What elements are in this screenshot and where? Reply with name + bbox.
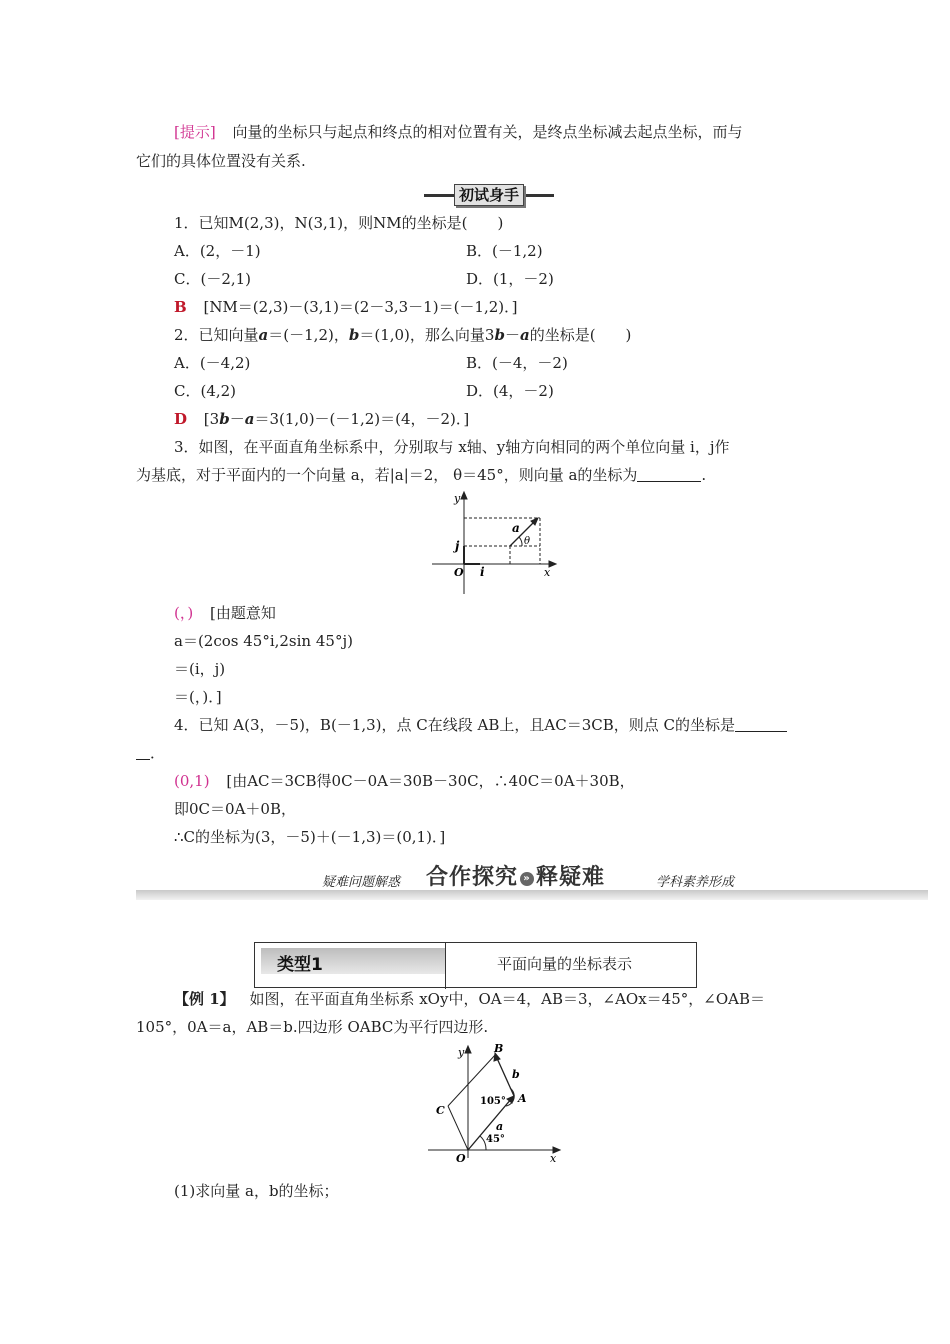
q2-stem-post: 的坐标是( ): [529, 326, 632, 344]
q4-line-2-end: ．: [150, 744, 166, 762]
q2-vec-a: a: [258, 326, 269, 344]
q1-option-d: D．(1，－2): [466, 270, 554, 288]
ex1-label-105: 105°: [480, 1096, 506, 1107]
banner-left-text: 疑难问题解惑: [322, 875, 401, 890]
q2-option-d: D．(4，－2): [466, 382, 554, 400]
example1-text-1: 如图，在平面直角坐标系 xOy中，OA＝4，AB＝3，∠AOx＝45°，∠OAB＝: [249, 990, 765, 1008]
q2-vec-b2: b: [494, 326, 505, 344]
badge-label: 初试身手: [454, 184, 524, 206]
banner-right-text: 学科素养形成: [656, 875, 735, 890]
q1-answer: B: [174, 298, 187, 316]
q3-label-o: O: [454, 566, 464, 579]
example1-figure: [424, 1042, 564, 1166]
q3-label-i: i: [480, 565, 485, 579]
q3-label-a: a: [512, 521, 520, 535]
q2-explain-minus: －: [229, 410, 245, 428]
q4-line-2: [136, 742, 165, 764]
ex1-label-o: O: [456, 1152, 466, 1165]
q2-explain-vec-b: b: [219, 410, 230, 428]
ex1-side-co: [448, 1106, 468, 1150]
q3-label-x: x: [544, 566, 551, 579]
q2-stem: [174, 324, 631, 346]
q3-label-theta: θ: [524, 536, 531, 547]
ex1-label-vec-b: b: [512, 1068, 520, 1081]
type-title: 平面向量的坐标表示: [497, 955, 633, 973]
q3-figure: [428, 490, 558, 594]
ex1-label-A: A: [518, 1092, 527, 1105]
banner-arrow-icon: »: [520, 872, 534, 886]
q4-answer: (0,1): [174, 772, 210, 790]
q4-explain-1: [由AC＝3CB得0C－0A＝30B－30C，∴40C＝0A＋30B，: [226, 772, 635, 790]
q2-option-c: C．(4,2): [174, 382, 237, 400]
ex1-label-vec-a: a: [496, 1120, 504, 1133]
q3-theta-arc: [519, 537, 522, 546]
q2-vec-b: b: [348, 326, 360, 344]
q4-answer-blank: [735, 716, 787, 732]
q1-option-c: C．(－2,1): [174, 270, 252, 288]
q3-answer-note: [由题意知: [210, 604, 276, 622]
banner-title-a: 合作探究: [426, 865, 519, 890]
hint-tag: [提示]: [174, 123, 216, 141]
type-tag: 类型1: [277, 955, 323, 975]
q3-label-y: y: [454, 492, 461, 505]
q1-option-b: B．(－1,2): [466, 242, 543, 260]
q2-stem-pre: 2．已知向量: [174, 326, 259, 344]
ex1-label-x: x: [550, 1152, 557, 1165]
q3-answer: (，): [174, 604, 194, 622]
q3-line-2: 为基底，对于平面内的一个向量 a，若|a|＝2， θ＝45°，则向量 a的坐标为 .: [136, 466, 707, 484]
ex1-label-B: B: [494, 1042, 504, 1055]
example1-line-2: 105°，0A＝a，AB＝b.四边形 OABC为平行四边形.: [136, 1018, 489, 1036]
q3-answer-blank: [637, 466, 701, 482]
hint-line-1: [174, 121, 743, 143]
ex1-label-C: C: [436, 1104, 445, 1117]
q3-answer-line-3: ＝(i，j): [174, 660, 226, 678]
q3-answer-line-1: [174, 602, 276, 624]
ex1-label-y: y: [458, 1046, 465, 1059]
type-divider: [445, 943, 446, 989]
q2-answer: D: [174, 410, 188, 428]
q1-answer-line: [174, 296, 517, 318]
q3-answer-line-4: ＝(，)．]: [174, 688, 222, 706]
q2-minus: －: [504, 326, 520, 344]
example1-sub-1: (1)求向量 a，b的坐标；: [174, 1182, 339, 1200]
badge-bar-left: [424, 194, 454, 197]
hint-text-1: 向量的坐标只与起点和终点的相对位置有关，是终点坐标减去起点坐标，而与: [232, 123, 743, 141]
ex1-y-arrow-icon: [465, 1046, 471, 1053]
q1-explain: [NM＝(2,3)－(3,1)＝(2－3,3－1)＝(－1,2)．]: [203, 298, 518, 316]
section-banner: [136, 860, 928, 904]
q3-label-j: j: [455, 539, 460, 553]
q4-answer-line-1: [174, 770, 635, 792]
example1-tag: 【例 1】: [174, 990, 235, 1008]
q3-line-1: 3．如图，在平面直角坐标系中，分别取与 x轴、y轴方向相同的两个单位向量 i，j作: [174, 438, 730, 456]
q1-option-a: A．(2，－1): [174, 242, 261, 260]
q4-line-1-text: 4．已知 A(3，－5)，B(－1,3)，点 C在线段 AB上，且AC＝3CB，则点 C的坐标是: [174, 716, 735, 734]
type-box: [254, 942, 697, 988]
q2-stem-mid1: ＝(－1,2)，: [268, 326, 349, 344]
banner-title-b: 释疑难: [536, 865, 606, 890]
q2-option-a: A．(－4,2): [174, 354, 251, 372]
q2-stem-mid2: ＝(1,0)，那么向量3: [359, 326, 495, 344]
q3-y-arrow-icon: [461, 492, 467, 499]
q2-explain-post: ＝3(1,0)－(－1,2)＝(4，－2)．]: [254, 410, 470, 428]
q4-explain-3: ∴C的坐标为(3，－5)＋(－1,3)＝(0,1)．]: [174, 828, 446, 846]
ex1-label-45: 45°: [486, 1134, 505, 1145]
q2-answer-line: [174, 408, 469, 430]
q3-answer-line-2: a＝(2cos 45°i,2sin 45°j): [174, 632, 353, 650]
q2-explain-vec-a: a: [244, 410, 255, 428]
banner-title: [426, 860, 605, 891]
q2-option-b: B．(－4，－2): [466, 354, 568, 372]
hint-line-2: 它们的具体位置没有关系.: [136, 152, 306, 170]
q3-line-2-text: 为基底，对于平面内的一个向量 a，若|a|＝2， θ＝45°，则向量 a的坐标为: [136, 466, 638, 484]
q2-vec-a2: a: [519, 326, 530, 344]
banner-strip: [136, 890, 928, 900]
example1-line-1: [174, 988, 765, 1010]
section-badge: [424, 182, 554, 208]
q4-explain-2: 即0C＝0A＋0B，: [174, 800, 296, 818]
q4-line-1: [174, 714, 787, 736]
q1-stem: 1．已知M(2,3)，N(3,1)，则NM的坐标是( ): [174, 214, 504, 232]
badge-bar-right: [524, 194, 554, 197]
q2-explain-pre: [3: [203, 410, 220, 428]
